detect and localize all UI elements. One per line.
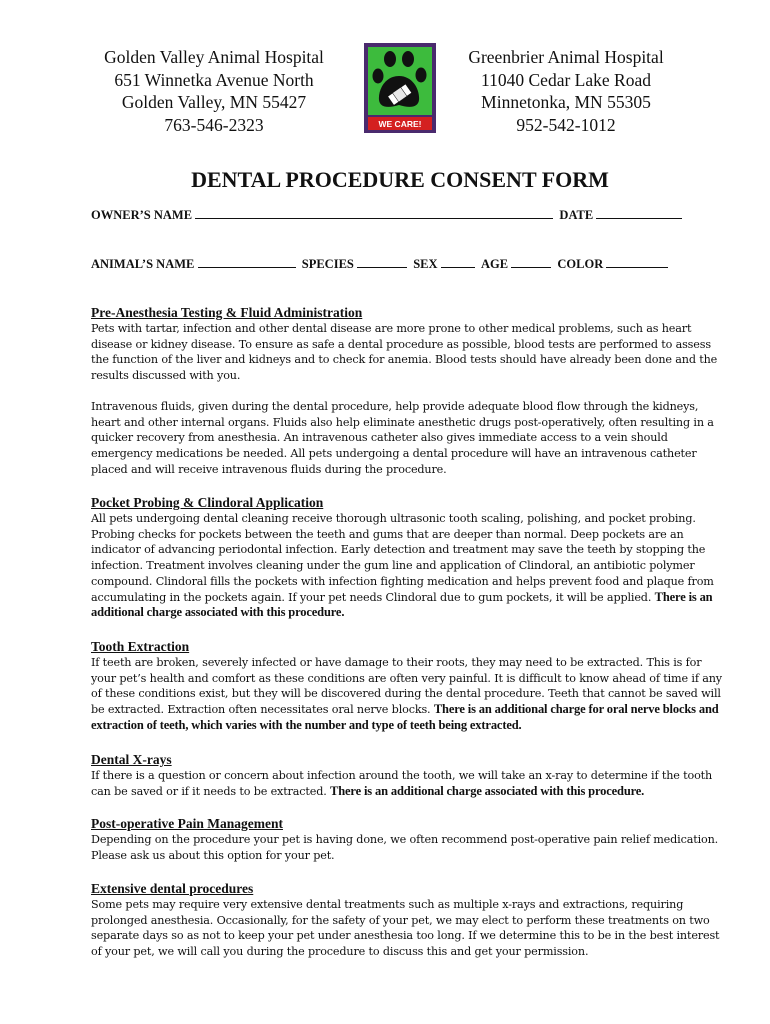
color-field[interactable]	[606, 256, 668, 268]
section-heading: Pre-Anesthesia Testing & Fluid Administration	[91, 305, 363, 320]
section-paragraph: Some pets may require very extensive dental treatments such as multiple x-rays and extractions, requiring prolonged anesthesia. Occasionally, for the safety of your pet, we may elect to perform these treatments on two separate days so as not to keep your pet under anesthesia too long. If we determine this to be in the best interest of your pet, we will call you during the procedure to discuss this and get your permission.	[91, 898, 720, 959]
section-paragraph: Intravenous fluids, given during the dental procedure, help provide adequate blood flow through the kidneys, heart and other internal organs. Fluids also help eliminate anesthetic drugs post-operatively, often resulting in a quicker recovery from anesthesia. An intravenous catheter also gives immediate access to a vein should emergency medications be needed. All pets undergoing a dental procedure will have an intravenous catheter placed and will receive intravenous fluids during the procedure.	[91, 399, 714, 476]
hospital-left-phone: 763-546-2323	[164, 114, 264, 135]
section-paragraph: Depending on the procedure your pet is having done, we often recommend post-operative pain relief medication. Please ask us about this option for your pet.	[91, 833, 719, 862]
hospital-right-address	[436, 46, 696, 136]
species-label: SPECIES	[301, 257, 354, 271]
section-pocket-probing	[91, 494, 727, 621]
section-extensive-procedures	[91, 880, 727, 960]
date-label: DATE	[559, 208, 594, 222]
section-tooth-extraction	[91, 638, 727, 734]
sex-label: SEX	[413, 257, 438, 271]
owner-name-label: OWNER’S NAME	[91, 208, 193, 222]
animal-name-field[interactable]	[198, 256, 296, 268]
hospital-right-phone: 952-542-1012	[516, 114, 616, 135]
sex-field[interactable]	[441, 256, 475, 268]
animal-name-label: ANIMAL’S NAME	[91, 257, 195, 271]
owner-name-field[interactable]	[195, 207, 553, 219]
hospital-left-name: Golden Valley Animal Hospital	[104, 47, 324, 67]
owner-date-row	[91, 207, 682, 223]
section-pain-management	[91, 815, 727, 863]
section-paragraph: Pets with tartar, infection and other dental disease are more prone to other medical problems, such as heart disease or kidney disease. To ensure as safe a dental procedure as possible, blood tests are performed to assess the function of the liver and kidneys and to check for anemia. Blood tests should have already been done and the results discussed with you.	[91, 322, 718, 383]
species-field[interactable]	[357, 256, 407, 268]
section-paragraph: If teeth are broken, severely infected or have damage to their roots, they may need to be extracted. This is for your pet’s health and comfort as these conditions are often very painful. It is difficult to know ahead of time if any of these conditions exist, but they will be discovered during the dental procedure. Teeth that cannot be saved will be extracted. Extraction often necessitates oral nerve blocks. There is an additional charge for oral nerve blocks and extraction of teeth, which varies with the number and type of teeth being extracted.	[91, 656, 722, 732]
logo-we-care-text: WE CARE!	[378, 119, 422, 129]
color-label: COLOR	[557, 257, 604, 271]
form-title: DENTAL PROCEDURE CONSENT FORM	[191, 167, 609, 192]
hospital-right-street: 11040 Cedar Lake Road	[481, 69, 651, 90]
date-field[interactable]	[596, 207, 682, 219]
section-paragraph: If there is a question or concern about infection around the tooth, we will take an x-ray to determine if the tooth can be saved or if it needs to be extracted. There is an additional charge associated with this procedure.	[91, 769, 713, 798]
age-field[interactable]	[511, 256, 551, 268]
hospital-left-address	[84, 46, 344, 136]
section-pre-anesthesia	[91, 304, 727, 477]
section-heading: Dental X-rays	[91, 752, 172, 767]
we-care-paw-logo	[363, 42, 437, 134]
hospital-right-city: Minnetonka, MN 55305	[481, 92, 651, 112]
section-heading: Extensive dental procedures	[91, 881, 254, 896]
section-heading: Pocket Probing & Clindoral Application	[91, 495, 324, 510]
age-label: AGE	[480, 257, 509, 271]
section-heading: Tooth Extraction	[91, 639, 190, 654]
hospital-left-street: 651 Winnetka Avenue North	[114, 69, 314, 90]
section-heading: Post-operative Pain Management	[91, 816, 283, 831]
section-paragraph: All pets undergoing dental cleaning receive thorough ultrasonic tooth scaling, polishing, and pocket probing. Probing checks for pockets between the teeth and gums that are deeper than normal. Deep pockets are an indicator of advancing periodontal infection. Early detection and treatment may save the teeth by stopping the infection. Treatment involves cleaning under the gum line and application of Clindoral, an antibiotic polymer compound. Clindoral fills the pockets with infection fighting medication and helps prevent food and plaque from accumulating in the pockets again. If your pet needs Clindoral due to gum pockets, it will be applied. There is an additional charge associated with this procedure.	[91, 512, 714, 620]
hospital-left-city: Golden Valley, MN 55427	[121, 92, 307, 112]
section-dental-xrays	[91, 751, 727, 799]
hospital-right-name: Greenbrier Animal Hospital	[468, 47, 664, 67]
animal-info-row	[91, 256, 668, 272]
